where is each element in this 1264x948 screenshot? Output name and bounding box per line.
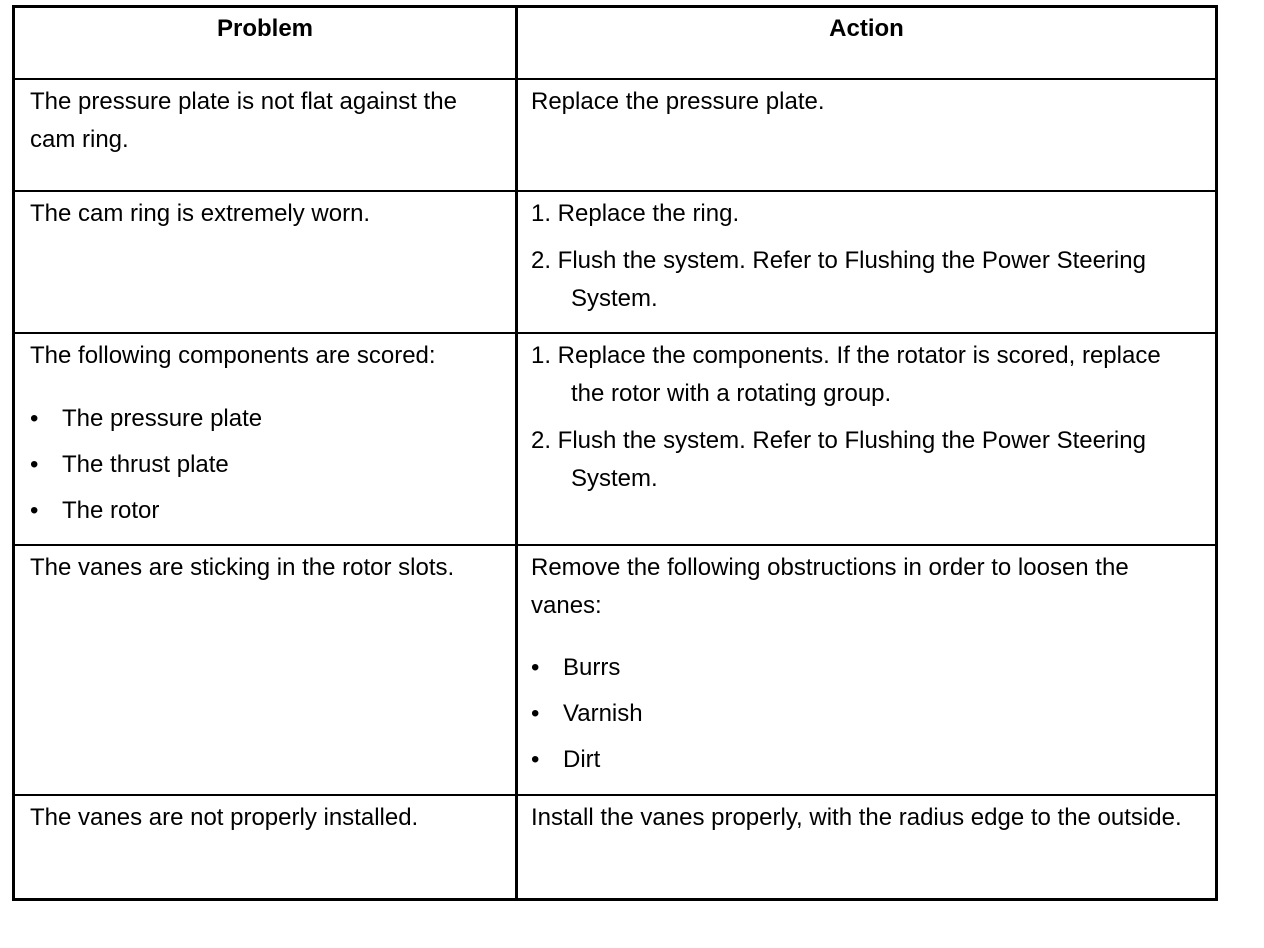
bullet-text: Varnish [563,700,643,727]
row5-action: Install the vanes properly, with the radius edge to the outside. [531,804,1182,831]
troubleshooting-table [12,5,1218,901]
row-divider [15,190,1215,192]
row4-action: Remove the following obstructions in order to loosen the vanes: [531,554,1129,619]
row2-problem: The cam ring is extremely worn. [30,200,371,227]
bullet-icon: • [30,405,39,432]
bullet-text: The thrust plate [62,451,229,478]
action-step: 1. Replace the ring. [531,200,740,227]
action-step: 2. Flush the system. Refer to Flushing the Power Steering System. [531,427,1146,492]
bullet-icon: • [531,700,540,727]
bullet-icon: • [30,497,39,524]
action-step: 1. Replace the components. If the rotator is scored, replace the rotor with a rotating group. [531,342,1161,407]
bullet-icon: • [531,654,540,681]
bullet-text: The pressure plate [62,405,263,432]
bullet-text: The rotor [62,497,160,524]
header-action: Action [829,15,904,42]
row-divider [15,78,1215,80]
row5-problem: The vanes are not properly installed. [30,804,419,831]
row4-problem: The vanes are sticking in the rotor slots. [30,554,455,581]
bullet-text: Burrs [563,654,621,681]
row-divider [15,544,1215,546]
action-step: 2. Flush the system. Refer to Flushing the Power Steering System. [531,247,1146,312]
row2-action-steps [531,195,1181,318]
header-problem: Problem [216,15,314,42]
row3-problem: The following components are scored: [30,342,436,369]
row1-action: Replace the pressure plate. [531,88,825,115]
bullet-icon: • [531,746,540,773]
bullet-text: Dirt [563,746,601,773]
row-divider [15,794,1215,796]
row1-problem: The pressure plate is not flat against the cam ring. [30,88,457,153]
row-divider [15,332,1215,334]
row3-action-steps [531,337,1181,498]
bullet-icon: • [30,451,39,478]
column-divider [515,8,518,898]
